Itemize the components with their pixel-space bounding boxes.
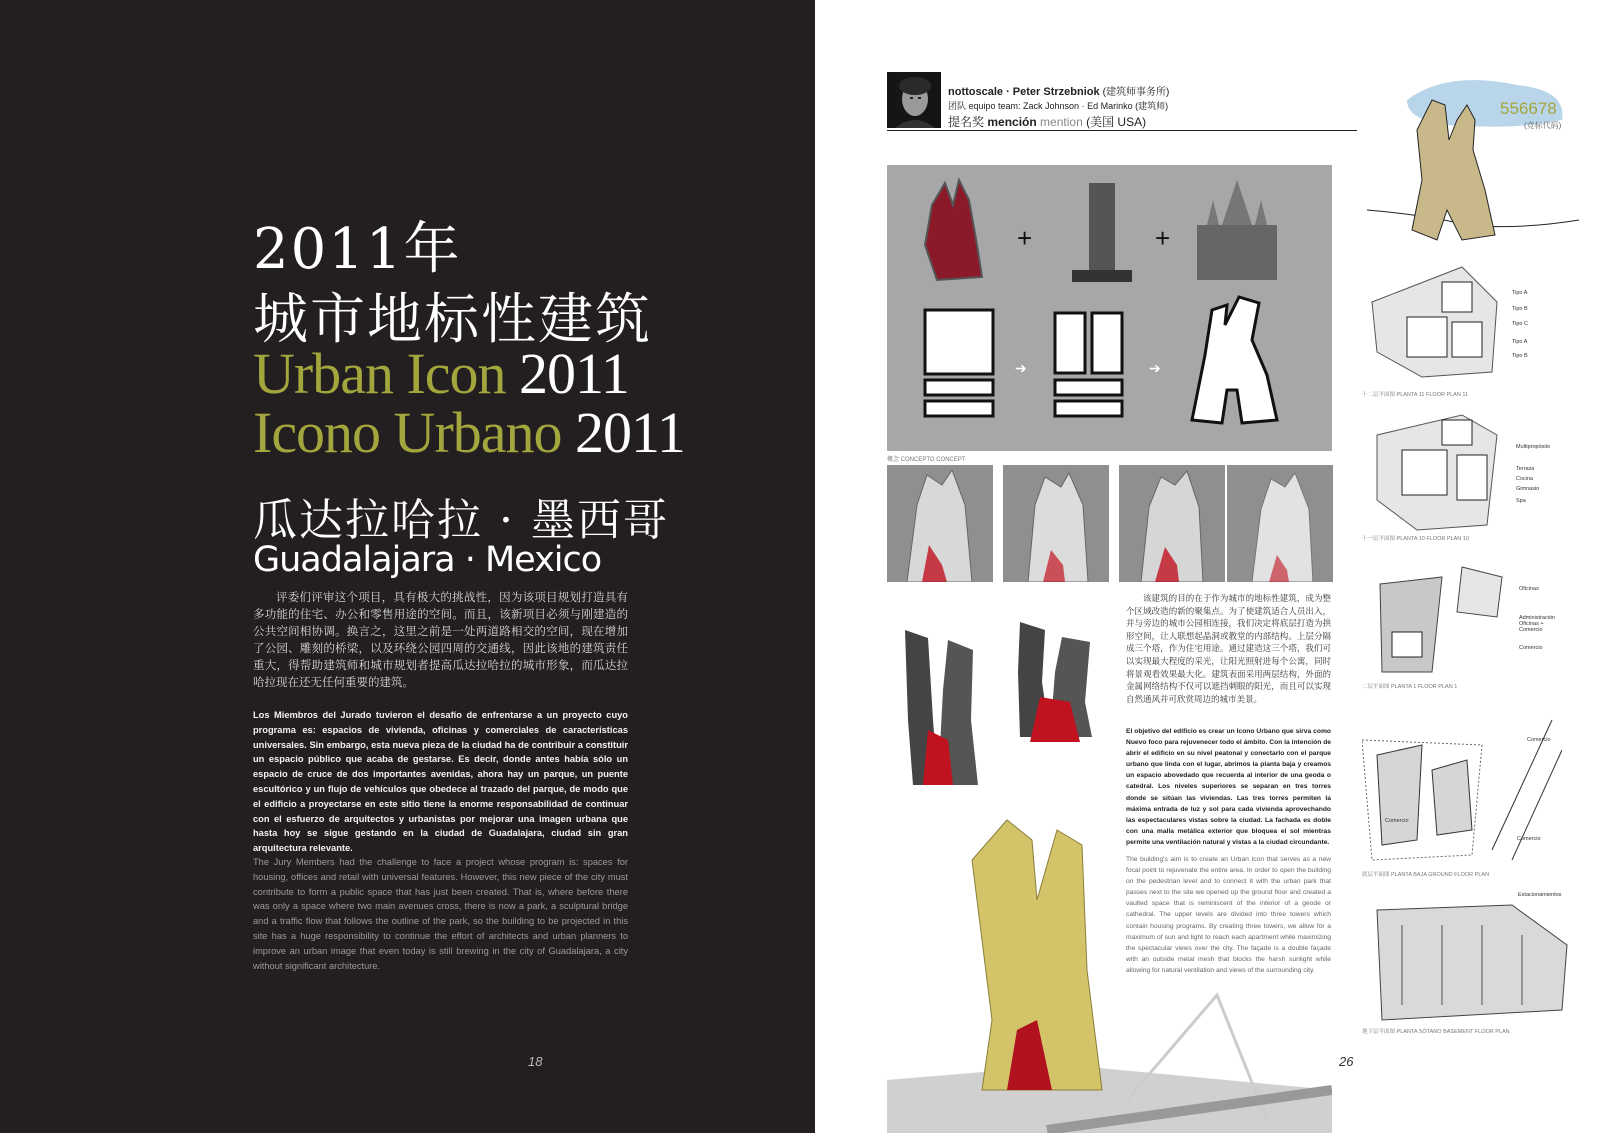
plan-basement-label-1: Estacionamientos: [1518, 892, 1562, 898]
team-line: 团队 equipo team: Zack Johnson · Ed Marinko (建筑师): [948, 101, 1169, 111]
plan-11-label-5: Tipo B: [1512, 353, 1528, 359]
title-cn: 城市地标性建筑: [253, 287, 653, 351]
page-number-right: 26: [1339, 1054, 1354, 1069]
plan-10-label-5: Spa: [1516, 498, 1526, 504]
plan-ground-caption: 底层平面图 PLANTA BAJA GROUND FLOOR PLAN: [1362, 872, 1490, 878]
header-rule: [887, 130, 1357, 131]
award-cn: 提名奖: [948, 115, 985, 129]
plan-11-label-3: Tipo C: [1512, 321, 1528, 327]
title-es-year: 2011: [575, 400, 685, 465]
render-thumb-3: [1119, 465, 1225, 582]
title-es-green: Icono Urbano: [253, 400, 562, 465]
plan-10-label-2: Terraza: [1516, 466, 1535, 472]
plan-1-label-3: Comercio: [1519, 645, 1543, 651]
plan-11-label-4: Tipo A: [1512, 339, 1528, 345]
award-en: mention: [1040, 115, 1083, 129]
render-thumb-1: [887, 465, 993, 582]
sketch-tower: [1367, 60, 1579, 255]
concept-diagram: [887, 165, 1332, 451]
entry-code-label: (竞标代码): [1524, 121, 1562, 130]
svg-text:➔: ➔: [1015, 360, 1027, 376]
plan-10-label-3: Cocina: [1516, 476, 1534, 482]
architect-firm-cn: (建筑师事务所): [1102, 87, 1170, 98]
concept-caption: 概念 CONCEPTO CONCEPT: [887, 457, 966, 463]
plan-10-caption: 十一层平面图 PLANTA 10 FLOOR PLAN 10: [1362, 536, 1469, 542]
jury-text-es: Los Miembros del Jurado tuvieron el desafío de enfrentarse a un proyecto cuyo programa es: espacios de vivienda, oficinas y comerciales de características universales. Sin embargo, esta nueva pieza de la ciudad ha de contribuir a constituir un espacio público que acaba de gestarse. Es decir, donde antes había sólo un espacio de cruce de dos importantes avenidas, ahora hay un parque, un puente escultórico y un flujo de vehículos que obedece al trazado del parque, de modo que el edificio a proyectarse en este sitio tiene la enorme responsabilidad de continuar con el esfuerzo de arquitectos y urbanistas por mejorar una imagen urbana que hasta hoy se sigue gestando en la ciudad de Guadalajara, ciudad sin gran arquitectura relevante.: [253, 710, 628, 854]
jury-text-cn: 评委们评审这个项目，具有极大的挑战性，因为该项目规划打造具有多功能的住宅、办公和零售用途的空间。而且，该新项目必须与刚建造的公共空间相协调。换言之，这里之前是一处两道路相交的空间，现在增加了公园、雕刻的桥梁，以及环绕公园四周的交通线，因此该地的建筑责任重大，得帮助建筑师和城市规划者提高瓜达拉哈拉的城市形象，而瓜达拉哈拉现在还无任何重要的建筑。: [253, 592, 628, 689]
title-en-year: 2011: [519, 341, 629, 406]
body-text-cn: 该建筑的目的在于作为城市的地标性建筑，成为整个区域改造的新的聚集点。为了使建筑适合人员出入，并与旁边的城市公园相连接，我们决定将底层打造为拱形空间，让人联想起晶洞或教堂的内部结构。上层分隔成三个塔，作为住宅用途。通过建造这三个塔，我们可以实现最大程度的采光，让阳光照射进每个公寓，同时将景观看效果最大化。建筑表面采用两层结构，外面的金属网络结构不仅可以遮挡刺眼的阳光，而且可以实现自然通风并可欣赏周边的城市美景。: [1126, 593, 1331, 704]
award-es: mención: [987, 115, 1037, 129]
body-text-es: El objetivo del edificio es crear un Icono Urbano que sirva como Nuevo foco para rejuvenecer todo el ámbito. Con la intención de abrir el edificio en su nivel peatonal y conectarlo con el parque urbano que linda con el lugar, abrimos la planta baja y creamos un espacio abovedado que recuerda al interior de una geoda o catedral. Los niveles superiores se separan en tres torres donde se sitúan las viviendas. Las tres torres permiten la máxima entrada de luz y sol para cada vivienda aprovechando las espectaculares vistas sobre la ciudad. La fachada es doble con una malla metálica exterior que bloquea el sol mientras permite una ventilación natural y vistas a la ciudad circundante.: [1126, 728, 1331, 846]
plan-ground-label-3: Comercio: [1517, 836, 1541, 842]
page-number-left: 18: [528, 1054, 543, 1069]
title-en: [253, 341, 629, 406]
architect-firm: nottoscale · Peter Strzebniok: [948, 86, 1100, 98]
architect-portrait: [887, 72, 941, 128]
plan-ground-label-2: Comercio: [1385, 818, 1409, 824]
plan-10-label-4: Gimnasio: [1516, 486, 1540, 492]
render-thumb-2: [1003, 465, 1109, 582]
render-thumb-4: [1227, 465, 1333, 582]
body-text-en: The building's aim is to create an Urban Icon that serves as a new focal point to rejuvenate the entire area. In order to open the building on the pedestrian level and to connect it with the urban park that passes next to the site we opened up the ground floor and created a vaulted space that is reminiscent of the interior of a geode or cathedral. The upper levels are divided into three towers which contain housing programs. By creating three towers, we allow for a maximum of sun and light to reach each apartment while maximizing the spectacular views over the city. The façade is a double façade with an outside metal mesh that blocks the harsh sunlight while allowing for natural ventilation and views of the surrounding city.: [1126, 856, 1331, 974]
title-cn-year: 2011年: [253, 217, 462, 282]
plan-1-label-2: Administración Oficinas + Comercio: [1519, 615, 1556, 633]
city-en: Guadalajara · Mexico: [253, 540, 602, 580]
entry-code: 556678: [1500, 99, 1557, 118]
svg-text:+: +: [1155, 223, 1171, 253]
plan-11-caption: 十二层平面图 PLANTA 11 FLOOR PLAN 11: [1362, 392, 1469, 398]
city-cn: 瓜达拉哈拉 · 墨西哥: [253, 495, 669, 546]
plan-10-label-1: Multipropósito: [1516, 444, 1551, 450]
title-en-green: Urban Icon: [253, 341, 506, 406]
floor-plan-basement: [1362, 885, 1572, 1025]
plan-1-caption: 二层平面图 PLANTA 1 FLOOR PLAN 1: [1362, 684, 1458, 690]
award-line: [948, 113, 1146, 130]
architect-name: [948, 83, 1169, 98]
plan-11-label-2: Tipo B: [1512, 306, 1528, 312]
plan-11-label-1: Tipo A: [1512, 290, 1528, 296]
svg-text:➔: ➔: [1149, 360, 1161, 376]
title-es: [253, 400, 685, 465]
section-model-2: [1000, 612, 1110, 752]
plan-basement-caption: 地下层平面图 PLANTA SÓTANO BASEMENT FLOOR PLAN: [1362, 1029, 1510, 1035]
section-model-1: [893, 610, 993, 790]
plan-ground-label-1: Comercio: [1527, 737, 1551, 743]
plan-1-label-1: Oficinas: [1519, 586, 1539, 592]
svg-text:+: +: [1017, 223, 1033, 253]
country: (美国 USA): [1086, 115, 1147, 129]
jury-text-en: The Jury Members had the challenge to face a project whose program is: spaces for housing, offices and retail with universal features. However, this new piece of the city must contribute to form a public space that has just been created. That is, where before there was only a space where two main avenues cross, there is now a park, a sculptural bridge and a traffic flow that follows the outline of the park, so the building to be projected in this site has a huge responsibility to continue the effort of architects and urban planners to improve an urban image that even today is still brewing in the city of Guadalajara, a city without significant architecture.: [253, 857, 628, 971]
